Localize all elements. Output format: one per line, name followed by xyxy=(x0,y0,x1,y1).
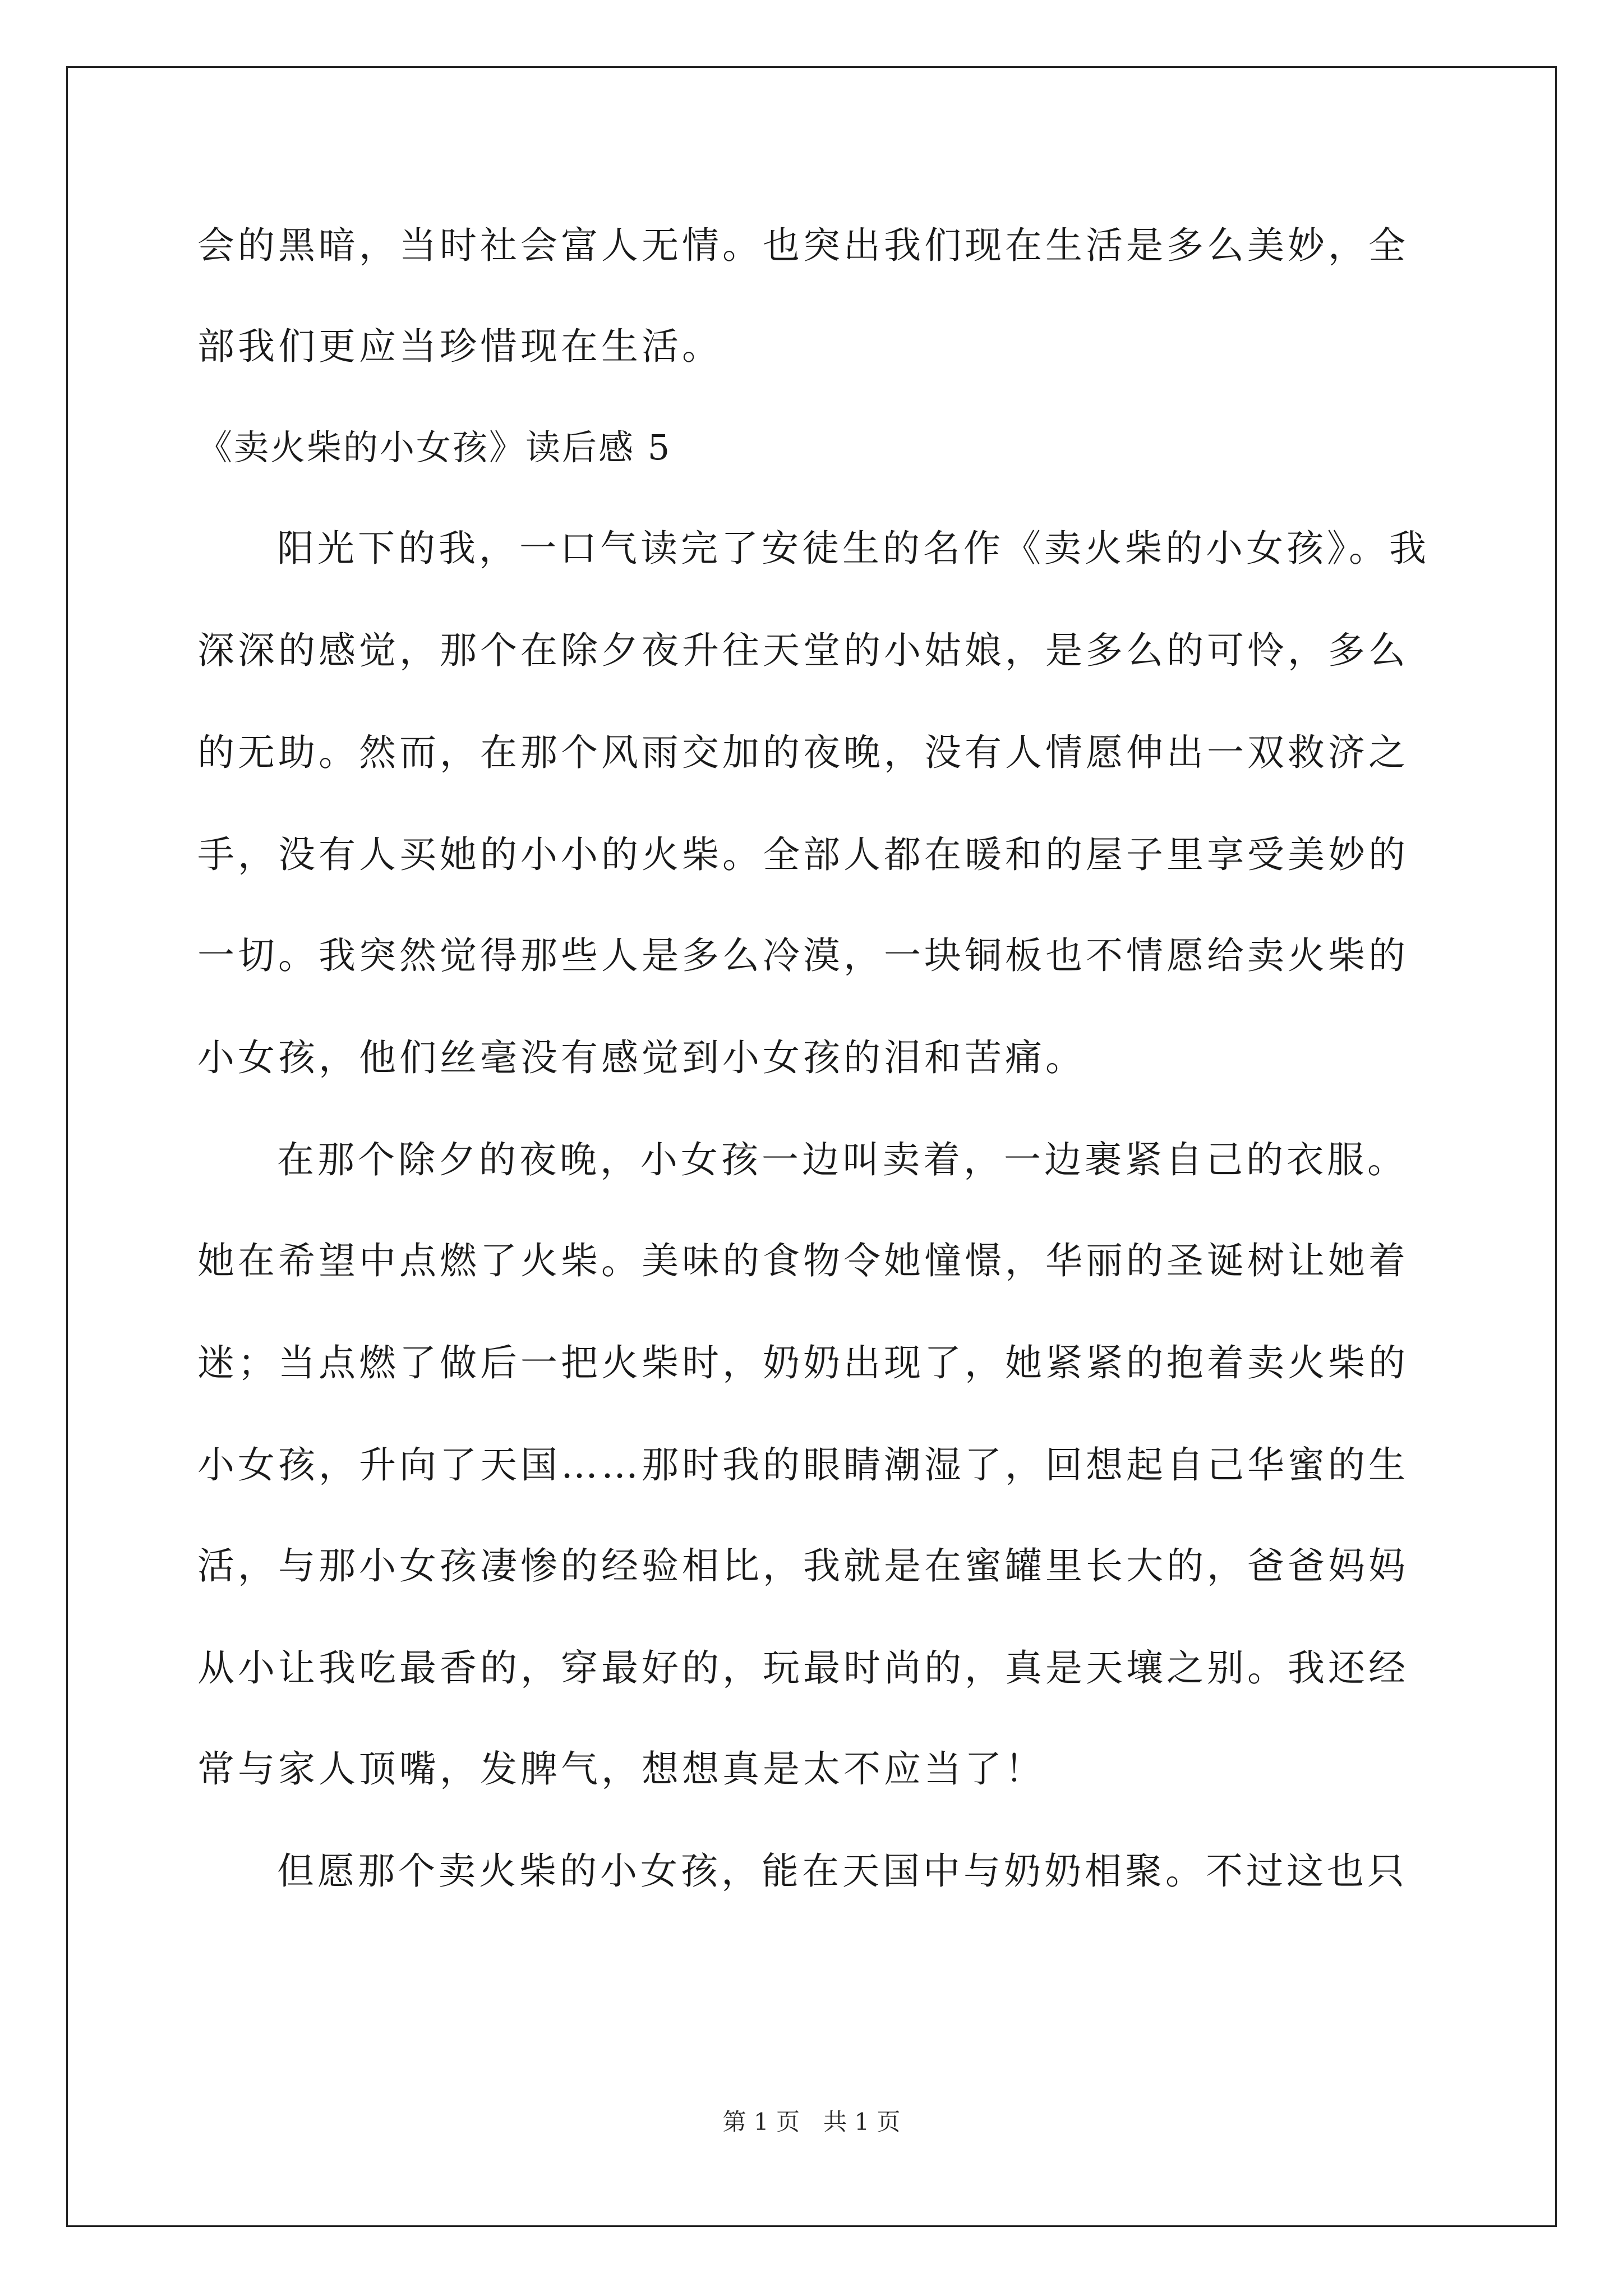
paragraph-start-line: 但愿那个卖火柴的小女孩，能在天国中与奶奶相聚。不过这也只 xyxy=(277,1849,1408,1893)
text-line: 她在希望中点燃了火柴。美味的食物令她憧憬，华丽的圣诞树让她着 xyxy=(197,1239,1409,1282)
text-line: 活，与那小女孩凄惨的经验相比，我就是在蜜罐里长大的，爸爸妈妈 xyxy=(197,1544,1409,1588)
text-line: 小女孩，升向了天国……那时我的眼睛潮湿了，回想起自己华蜜的生 xyxy=(197,1443,1409,1487)
text-line: 的无助。然而，在那个风雨交加的夜晚，没有人情愿伸出一双救济之 xyxy=(197,731,1409,774)
paragraph-start-line: 阳光下的我，一口气读完了安徒生的名作《卖火柴的小女孩》。我 xyxy=(277,527,1430,570)
text-line: 会的黑暗，当时社会富人无情。也突出我们现在生活是多么美妙，全 xyxy=(197,224,1409,267)
text-line: 小女孩，他们丝毫没有感觉到小女孩的泪和苦痛。 xyxy=(197,1036,1086,1079)
text-line: 常与家人顶嘴，发脾气，想想真是太不应当了！ xyxy=(197,1747,1045,1791)
page-footer: 第 1 页 共 1 页 xyxy=(722,2108,901,2136)
text-line: 手，没有人买她的小小的火柴。全部人都在暖和的屋子里享受美妙的 xyxy=(197,833,1409,876)
section-heading: 《卖火柴的小女孩》读后感 5 xyxy=(197,427,672,468)
text-line: 深深的感觉，那个在除夕夜升往天堂的小姑娘，是多么的可怜，多么 xyxy=(197,629,1409,672)
text-line: 一切。我突然觉得那些人是多么冷漠，一块铜板也不情愿给卖火柴的 xyxy=(197,934,1409,977)
text-line: 从小让我吃最香的，穿最好的，玩最时尚的，真是天壤之别。我还经 xyxy=(197,1646,1409,1690)
text-line: 部我们更应当珍惜现在生活。 xyxy=(197,325,722,368)
text-line: 迷；当点燃了做后一把火柴时，奶奶出现了，她紧紧的抱着卖火柴的 xyxy=(197,1341,1409,1384)
paragraph-start-line: 在那个除夕的夜晚，小女孩一边叫卖着，一边裹紧自己的衣服。 xyxy=(277,1138,1408,1181)
